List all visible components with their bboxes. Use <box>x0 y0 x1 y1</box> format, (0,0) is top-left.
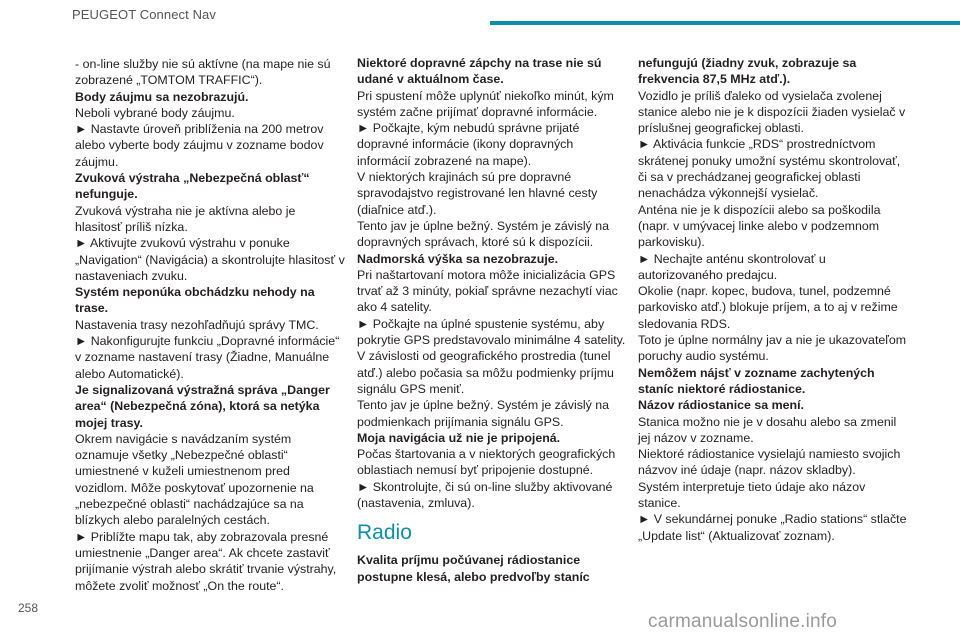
paragraph: Nastavenia trasy nezohľadňujú správy TMC. <box>75 317 319 332</box>
paragraph-heading: Názov rádiostanice sa mení. <box>638 398 804 413</box>
paragraph: Okolie (napr. kopec, budova, tunel, podzemné parkovisko atď.) blokuje príjem, a to aj v režime sledovania RDS. <box>638 284 898 331</box>
paragraph-heading: Moja navigácia už nie je pripojená. <box>357 430 561 445</box>
page-header-title: PEUGEOT Connect Nav <box>72 7 216 22</box>
text-column-2 <box>357 55 627 585</box>
section-heading-radio: Radio <box>357 521 412 545</box>
paragraph: V niektorých krajinách sú pre dopravné spravodajstvo registrované len hlavné cesty (diaľnice atď.). <box>357 170 598 217</box>
paragraph-heading: Je signalizovaná výstražná správa „Danger area“ (Nebezpečná zóna), ktorá sa netýka mojej trasy. <box>75 382 330 430</box>
paragraph: ► Priblížte mapu tak, aby zobrazovala presné umiestnenie „Danger area“. Ak chcete zastaviť prijímanie výstrah alebo skrátiť trvanie výstrahy, môžete zvoliť možnosť „On the route“. <box>75 529 337 593</box>
header-accent-bar <box>490 21 960 25</box>
paragraph: Vozidlo je príliš ďaleko od vysielača zvolenej stanice alebo nie je k dispozícii žiaden vysielač v príslušnej geografickej oblasti. <box>638 88 906 136</box>
paragraph: Zvuková výstraha nie je aktívna alebo je hlasitosť príliš nízka. <box>75 203 296 234</box>
column-2-radio-body <box>357 552 627 585</box>
paragraph: Anténa nie je k dispozícii alebo sa poškodila (napr. v umývacej linke alebo v podzemnom parkovisku). <box>638 202 881 250</box>
paragraph: Tento jav je úplne bežný. Systém je závislý na dopravných správach, ktoré sú k dispozícii. <box>357 218 610 250</box>
paragraph: ► Nechajte anténu skontrolovať u autorizovaného predajcu. <box>638 251 826 282</box>
paragraph: ► Nastavte úroveň priblíženia na 200 metrov alebo vyberte body záujmu v zozname bodov záujmu. <box>75 122 324 169</box>
paragraph-heading: Kvalita príjmu počúvanej rádiostanice postupne klesá, alebo predvoľby staníc <box>357 553 590 584</box>
paragraph-heading: Nadmorská výška sa nezobrazuje. <box>357 251 559 266</box>
paragraph-heading: Niektoré dopravné zápchy na trase nie sú udané v aktuálnom čase. <box>357 56 602 87</box>
paragraph-heading: Zvuková výstraha „Nebezpečná oblasť“ nefunguje. <box>75 171 310 202</box>
paragraph: Stanica možno nie je v dosahu alebo sa zmenil jej názov v zozname. <box>638 414 897 445</box>
paragraph: Neboli vybrané body záujmu. <box>75 105 235 120</box>
text-column-1 <box>75 56 345 594</box>
paragraph-heading: nefungujú (žiadny zvuk, zobrazuje sa frekvencia 87,5 MHz atď.). <box>638 56 857 87</box>
paragraph: Pri naštartovaní motora môže inicializácia GPS trvať až 3 minúty, pokiaľ správne nezachytí viac ako 4 satelity. <box>357 267 618 315</box>
paragraph: ► V sekundárnej ponuke „Radio stations“ stlačte „Update list“ (Aktualizovať zoznam). <box>638 512 907 543</box>
paragraph-heading: Systém neponúka obchádzku nehody na trase. <box>75 285 315 316</box>
paragraph: V závislosti od geografického prostredia (tunel atď.) alebo počasia sa môžu podmienky príjmu signálu GPS meniť. <box>357 349 614 396</box>
paragraph: ► Počkajte na úplné spustenie systému, aby pokrytie GPS predstavovalo minimálne 4 satelity. <box>357 316 626 348</box>
paragraph: Počas štartovania a v niektorých geografických oblastiach nemusí byť pripojenie dostupné. <box>357 447 616 478</box>
paragraph: Okrem navigácie s navádzaním systém oznamuje všetky „Nebezpečné oblasti“ umiestnené v kuželi umiestnenom pred vozidlom. Môže poskytovať upozornenie na „nebezpečné oblasti“ nachádzajúce sa na blízkych alebo paralelných cestách. <box>75 431 314 528</box>
paragraph: Systém interpretuje tieto údaje ako názov stanice. <box>638 479 866 511</box>
paragraph-heading: Body záujmu sa nezobrazujú. <box>75 89 249 104</box>
paragraph: Niektoré rádiostanice vysielajú namiesto svojich názvov iné údaje (napr. názov skladby). <box>638 447 901 478</box>
paragraph: ► Aktivujte zvukovú výstrahu v ponuke „Navigation“ (Navigácia) a skontrolujte hlasitosť v nastaveniach zvuku. <box>75 236 345 283</box>
paragraph: ► Nakonfigurujte funkciu „Dopravné informácie“ v zozname nastavení trasy (Žiadne, Manuálne alebo Automatické). <box>75 334 340 381</box>
text-column-3 <box>638 55 908 544</box>
paragraph: ► Aktivácia funkcie „RDS“ prostredníctvom skrátenej ponuky umožní systému skontrolovať, či sa v prechádzanej geografickej oblasti nenachádza výkonnejší vysielač. <box>638 137 901 201</box>
paragraph: ► Počkajte, kým nebudú správne prijaté dopravné informácie (ikony dopravných informácií zobrazené na mape). <box>357 121 580 168</box>
paragraph: Toto je úplne normálny jav a nie je ukazovateľom poruchy audio systému. <box>638 333 907 364</box>
paragraph-heading: Nemôžem nájsť v zozname zachytených staníc niektoré rádiostanice. <box>638 365 875 396</box>
column-2-body <box>357 55 627 511</box>
paragraph: - on-line služby nie sú aktívne (na mape nie sú zobrazené „TOMTOM TRAFFIC“). <box>75 57 331 88</box>
paragraph: Pri spustení môže uplynúť niekoľko minút, kým systém začne prijímať dopravné informácie. <box>357 88 614 119</box>
watermark: carmanualsonline.info <box>648 611 838 632</box>
page-number: 258 <box>18 601 39 615</box>
paragraph: ► Skontrolujte, či sú on-line služby aktivované (nastavenia, zmluva). <box>357 479 613 511</box>
paragraph: Tento jav je úplne bežný. Systém je závislý na podmienkach prijímania signálu GPS. <box>357 398 610 429</box>
